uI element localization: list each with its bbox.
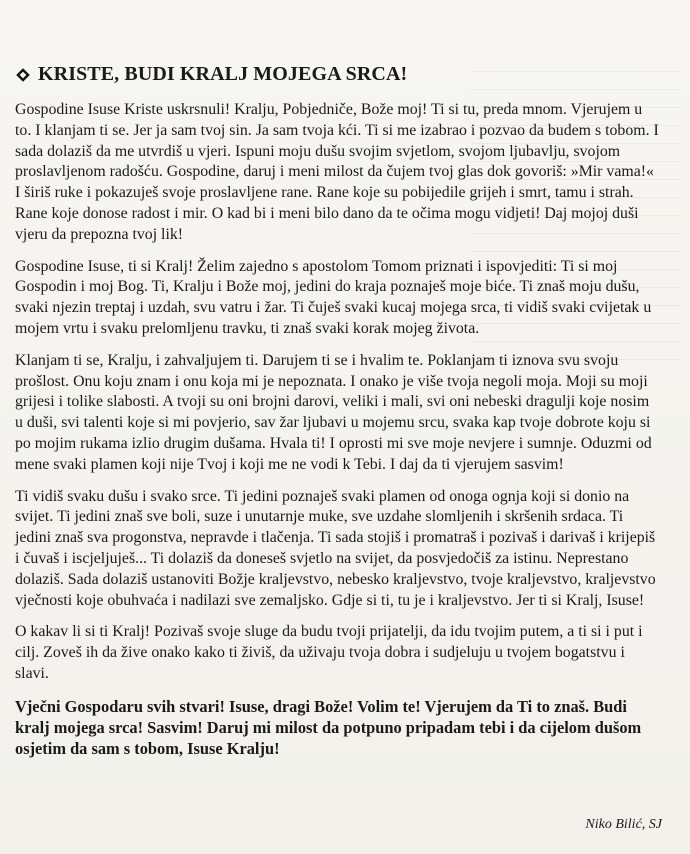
author-signature: Niko Bilić, SJ	[585, 817, 662, 832]
paragraph-3: Klanjam ti se, Kralju, i zahvaljujem ti. Darujem ti se i hvalim te. Poklanjam ti iznova svu svoju prošlost. Onu koju znam i onu koja mi je nepoznata. I onako je više tvoja negoli moja. Moji su moji grijesi i tolike slabosti. A tvoji su oni brojni darovi, veliki i mali, svi oni nebeski dragulji koje nosim u duši, svi talenti koje si mi povjerio, sav žar ljubavi u mojemu srcu, svaka kap tvoje dobrote koju si po mojim rukama izlio drugim dušama. Hvala ti! I oprosti mi sve moje nevjere i sumnje. Oduzmi od mene svaki plamen koji nije Tvoj i koji me ne vodi k Tebi. I daj da ti vjerujem sasvim!	[15, 351, 652, 473]
paragraph-2: Gospodine Isuse, ti si Kralj! Želim zajedno s apostolom Tomom priznati i ispovjediti: Ti si moj Gospodin i moj Bog. Ti, Kralju i Bože moj, jedini do kraja poznaješ moje biće. Ti znaš moju dušu, svaki njezin treptaj i uzdah, svu vatru i žar. Ti čuješ svaki kucaj mojega srca, ti vidiš svaki cvijetak u mojem vrtu i svaku prelomljenu travku, ti znaš svaki korak mojeg života.	[15, 257, 652, 337]
closing-paragraph: Vječni Gospodaru svih stvari! Isuse, dragi Bože! Volim te! Vjerujem da Ti to znaš. Budi kralj mojega srca! Sasvim! Daruj mi milost da potpuno pripadam tebi i da cijelom dušom osjetim da sam s tobom, Isuse Kralju!	[15, 696, 642, 759]
diamond-icon	[15, 67, 31, 83]
document-body	[15, 63, 660, 775]
paragraph-1: Gospodine Isuse Kriste uskrsnuli! Kralju, Pobjedniče, Bože moj! Ti si tu, preda mnom. Vjerujem u to. I klanjam ti se. Jer ja sam tvoj sin. Ja sam tvoja kći. Ti si me izabrao i pozvao da budem s tobom. I sada dolaziš da me utvrdiš u vjeri. Ispuni moju dušu svojim svjetlom, svojom ljubavlju, svojom proslavljenom radošću. Gospodine, daruj i meni milost da čujem tvoj glas dok govoriš: »Mir vama!« I širiš ruke i pokazuješ svoje proslavljene rane. Rane koje su pobijedile grijeh i smrt, tamu i strah. Rane koje donose radost i mir. O kad bi i meni bilo dano da te očima mogu vidjeti! Daj mojoj duši vjeru da prepozna tvoj lik!	[15, 101, 659, 243]
paragraph-5: O kakav li si ti Kralj! Pozivaš svoje sluge da budu tvoji prijatelji, da idu tvojim putem, a ti si i put i cilj. Zoveš ih da žive onako kako ti živiš, da uživaju tvoja dobra i sudjeluju u tvojem bogatstvu i slavi.	[15, 623, 643, 682]
document-title: KRISTE, BUDI KRALJ MOJEGA SRCA!	[38, 63, 408, 85]
document-title-row	[15, 63, 660, 86]
paragraph-4: Ti vidiš svaku dušu i svako srce. Ti jedini poznaješ svaki plamen od onoga ognja koji si donio na svijet. Ti jedini znaš sve boli, suze i unutarnje muke, sve uzdahe slomljenih i skršenih srdaca. Ti jedini znaš sva progonstva, nepravde i tlačenja. Ti sada stojiš i promatraš i pozivaš i darivaš i krijepiš i čuvaš i iscjeljuješ... Ti dolaziš da doneseš svjetlo na svijet, da posvjedočiš za istinu. Neprestano dolaziš. Sada dolaziš ustanoviti Božje kraljevstvo, nebesko kraljevstvo, tvoje kraljevstvo, kraljevstvo vječnosti koje obuhvaća i nadilazi sve zemaljsko. Gdje si ti, tu je i kraljevstvo. Jer ti si Kralj, Isuse!	[15, 487, 656, 609]
